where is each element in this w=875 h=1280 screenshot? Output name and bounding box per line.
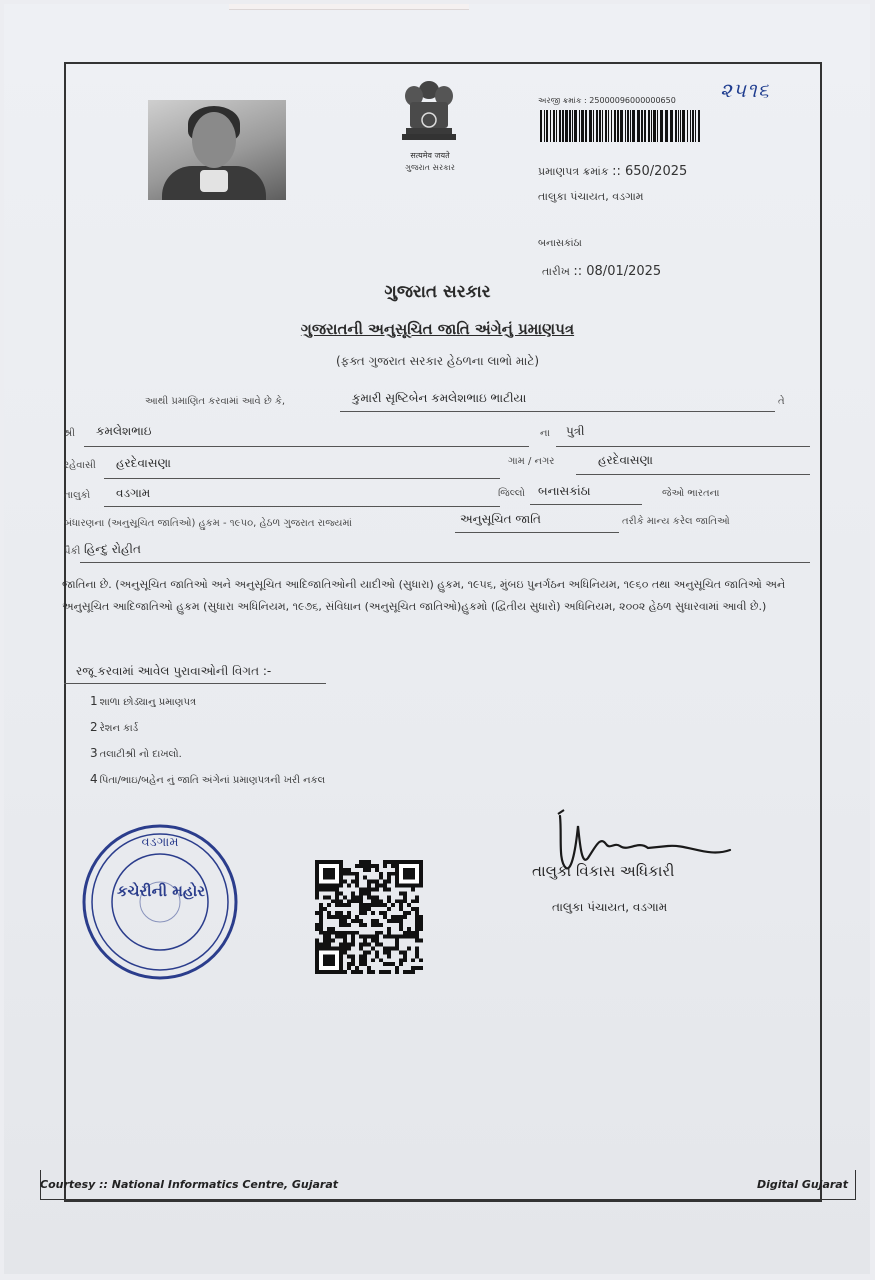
document-item: 4 પિતા/ભાઇ/બહેન નું જાતિ અંગેનાં પ્રમાણપત્રની ખરી નકલ — [90, 772, 326, 786]
village-value: હરદેવાસણા — [598, 453, 653, 467]
application-serial — [538, 96, 676, 106]
national-emblem-icon — [392, 74, 466, 148]
serial-value: 25000096000000650 — [589, 96, 676, 105]
seal-ring-text: વડગામ — [141, 835, 179, 850]
government-title: ગુજરાત સરકાર — [384, 282, 491, 302]
among-label: પૈકી — [64, 546, 81, 557]
na-label: ના — [540, 428, 550, 439]
resident-label: રહેવાસી — [64, 460, 96, 471]
applicant-photo — [148, 100, 286, 200]
legal-paragraph: જાતિના છે. (અનુસૂચિત જાતિઓ અને અનુસૂચિત આદિજાતિઓની યાદીઓ (સુધારા) હુકમ, ૧૯૫૬, મુંબઇ પુનર્ગઠન અધિનિયમ, ૧૯૬૦ તથા અનુસૂચિત જાતિઓ અને અનુસૂચિત આદિજાતિઓ હુકમ (સુધારા અધિનિયમ, ૧૯૭૬, સંવિધાન (અનુસૂચિત જાતિઓ)હુકમો (દ્વિતીય સુધારો) અધિનિયમ, ૨૦૦૨ હેઠળ સુધારવામાં આવી છે.) — [62, 578, 786, 613]
certificate-label: પ્રમાણપત્ર ક્રમાંક — [538, 165, 609, 178]
serial-label: અરજી ક્રમાંક : — [538, 96, 587, 105]
issuing-office: તાલુકા પંચાયત, વડગામ — [538, 190, 644, 203]
barcode — [540, 110, 704, 142]
applicant-name: કુમારી સૃષ્ટિબેન કમલેશભાઇ ભાટીયા — [352, 391, 527, 405]
certificate-number — [538, 164, 687, 179]
emblem-caption — [382, 150, 478, 174]
certificate-subtitle: (ફક્ત ગુજરાત સરકાર હેઠળના લાભો માટે) — [335, 354, 540, 368]
document-item: 1 શાળા છોડ્યાનુ પ્રમાણપત્ર — [90, 694, 197, 708]
certificate-title: ગુજરાતની અનુસૂચિત જાતિ અંગેનું પ્રમાણપત્ર — [300, 320, 575, 338]
date-label: તારીખ — [542, 265, 570, 278]
paper-tab — [229, 4, 469, 10]
documents-heading: રજૂ કરવામાં આવેલ પુરાવાઓની વિગત :- — [76, 664, 272, 678]
date-value: :: 08/01/2025 — [573, 264, 662, 279]
issue-date — [542, 264, 661, 279]
emblem-motto: सत्यमेव जयते — [410, 151, 450, 160]
footer-courtesy: Courtesy :: National Informatics Centre, Gujarat — [40, 1178, 339, 1191]
certificate-value: :: 650/2025 — [612, 164, 688, 179]
certify-label: આથી પ્રમાણિત કરવામાં આવે છે કે, — [145, 396, 286, 407]
taluka-label: તાલુકો — [64, 490, 91, 501]
father-name: કમલેશભાઇ — [96, 424, 152, 438]
district-value: બનાસકાંઠા — [538, 484, 591, 498]
office-seal — [80, 822, 240, 982]
constitution-label: બંધારણના (અનુસૂચિત જાતિઓ) હુકમ - ૧૯૫૦, હેઠળ ગુજરાત રાજ્યમાં — [64, 518, 352, 529]
issuing-district: બનાસકાંઠા — [538, 238, 582, 249]
seal-center-text: કચેરીની મહોર — [116, 882, 206, 900]
document-item: 3 તલાટીશ્રી નો દાખલો. — [90, 746, 182, 760]
district-label: જિલ્લો — [498, 488, 525, 499]
who-label: જેઓ ભારતના — [662, 488, 720, 499]
te-label: તે — [778, 396, 785, 407]
taluka-value: વડગામ — [116, 486, 151, 500]
signatory-title: તાલુકા વિકાસ અધિકારી — [532, 862, 675, 880]
handwritten-number: ૨૫૧૬ — [720, 78, 770, 102]
resident-value: હરદેવાસણા — [116, 456, 171, 470]
emblem-state: ગુજરાત સરકાર — [405, 163, 455, 172]
shri-label: શ્રી — [64, 428, 76, 439]
document-item: 2 રેશન કાર્ડ — [90, 720, 139, 734]
category-value: અનુસૂચિત જાતિ — [460, 512, 541, 526]
certificate-border — [64, 62, 822, 1202]
relation-value: પુત્રી — [566, 424, 585, 438]
qr-code — [315, 860, 423, 974]
footer-brand: Digital Gujarat — [757, 1178, 848, 1191]
caste-value: હિન્દુ રોહીત — [84, 542, 141, 556]
signatory-office: તાલુકા પંચાયત, વડગામ — [552, 900, 668, 914]
recognized-label: તરીકે માન્ય કરેલ જાતિઓ — [622, 516, 730, 527]
village-label: ગામ / નગર — [508, 456, 555, 467]
